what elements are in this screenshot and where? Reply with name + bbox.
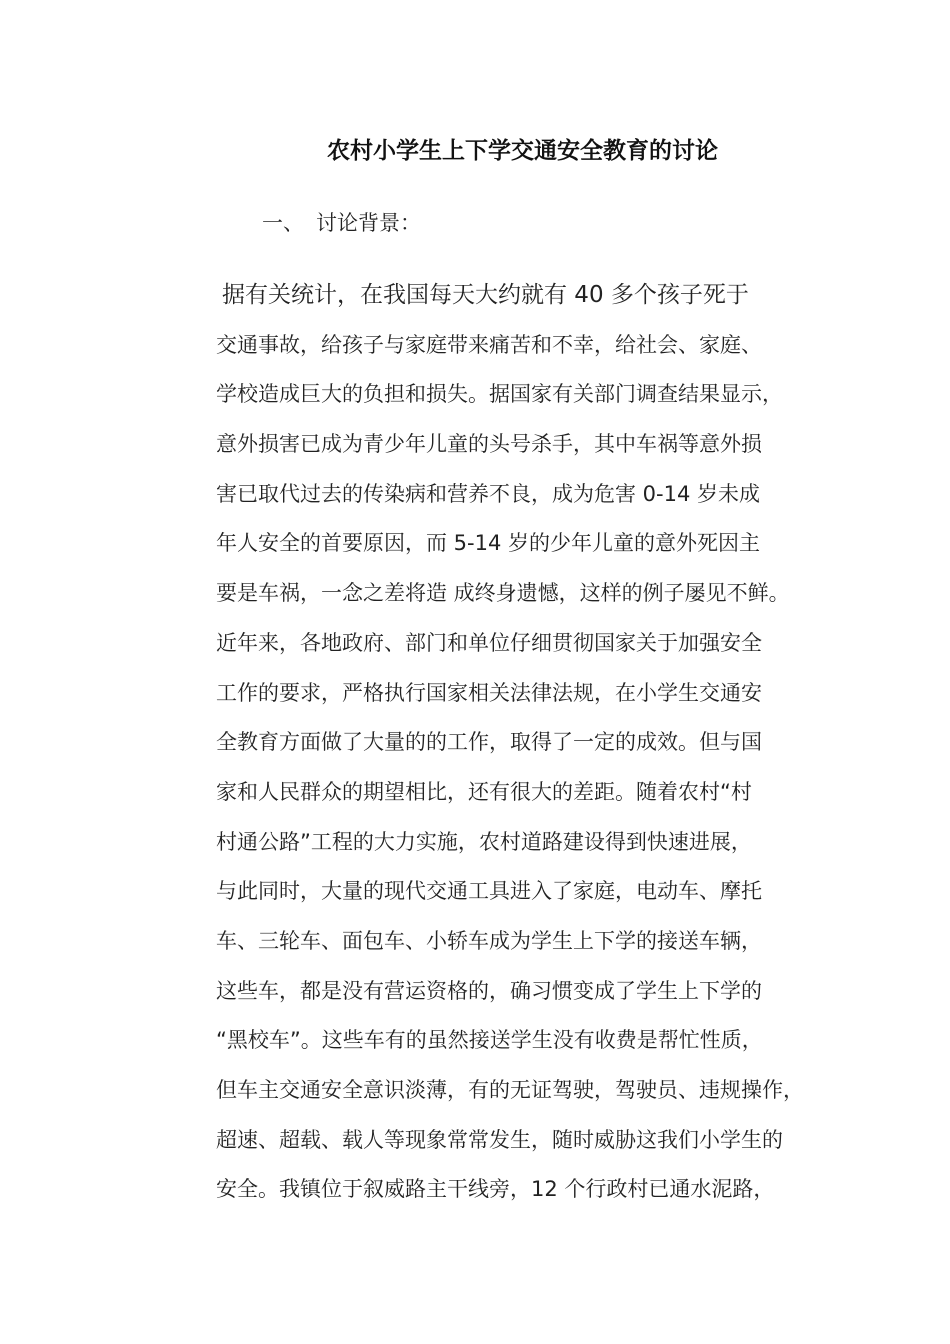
- paragraph-line: 全教育方面做了大量的的工作，取得了一定的成效。但与国: [216, 730, 762, 755]
- body-paragraph: [216, 275, 836, 1219]
- paragraph-line: 与此同时，大量的现代交通工具进入了家庭，电动车、摩托: [216, 879, 762, 904]
- paragraph-line: 年人安全的首要原因，而 5-14 岁的少年儿童的意外死因主: [216, 531, 761, 556]
- paragraph-line: 超速、超载、载人等现象常常发生，随时威胁这我们小学生的: [216, 1127, 783, 1152]
- paragraph-line: 害已取代过去的传染病和营养不良，成为危害 0-14 岁未成: [216, 481, 761, 506]
- paragraph-line: 但车主交通安全意识淡薄，有的无证驾驶，驾驶员、违规操作，: [216, 1078, 804, 1102]
- paragraph-line: 要是车祸，一念之差将造 成终身遗憾，这样的例子屡见不鲜。: [216, 581, 790, 606]
- paragraph-line: 村通公路”工程的大力实施，农村道路建设得到快速进展，: [216, 829, 752, 854]
- paragraph-line: 学校造成巨大的负担和损失。据国家有关部门调查结果显示，: [216, 382, 783, 407]
- paragraph-line: 工作的要求，严格执行国家相关法律法规，在小学生交通安: [216, 680, 762, 705]
- paragraph-line: 近年来，各地政府、部门和单位仔细贯彻国家关于加强安全: [216, 630, 762, 655]
- section-heading-text: 讨论背景：: [316, 211, 421, 235]
- paragraph-line: 据有关统计，在我国每天大约就有 40 多个孩子死于: [222, 282, 749, 308]
- paragraph-line: 家和人民群众的期望相比，还有很大的差距。随着农村“村: [216, 779, 752, 804]
- section-heading: [262, 206, 421, 240]
- paragraph-line: 车、三轮车、面包车、小轿车成为学生上下学的接送车辆，: [216, 928, 762, 953]
- document-title: 农村小学生上下学交通安全教育的讨论: [327, 138, 718, 164]
- section-number: 一、: [262, 211, 304, 235]
- paragraph-line: 意外损害已成为青少年儿童的头号杀手，其中车祸等意外损: [216, 432, 762, 457]
- paragraph-line: 安全。我镇位于叙威路主干线旁，12 个行政村已通水泥路，: [216, 1177, 775, 1202]
- paragraph-line: 这些车，都是没有营运资格的，确习惯变成了学生上下学的: [216, 978, 762, 1003]
- paragraph-line: 交通事故，给孩子与家庭带来痛苦和不幸，给社会、家庭、: [216, 332, 762, 357]
- paragraph-line: “黑校车”。这些车有的虽然接送学生没有收费是帮忙性质，: [216, 1028, 763, 1053]
